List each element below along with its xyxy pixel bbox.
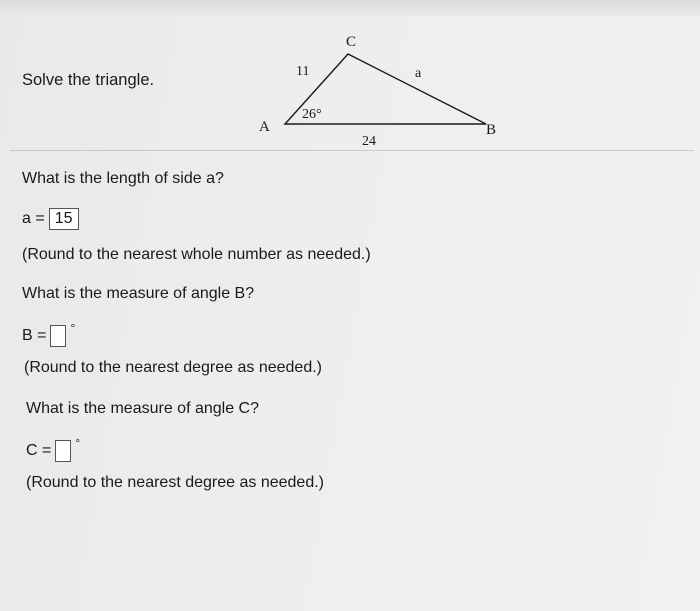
answer-input-c[interactable] bbox=[55, 440, 71, 462]
angle-a-label: 26° bbox=[302, 107, 322, 122]
vertex-a-label: A bbox=[259, 119, 270, 135]
question-angle-b: What is the measure of angle B? bbox=[22, 285, 255, 302]
side-ab-label: 24 bbox=[362, 134, 376, 149]
vertex-c-label: C bbox=[346, 34, 357, 50]
side-a-label: a bbox=[415, 66, 422, 81]
degree-symbol-b: ° bbox=[70, 321, 76, 335]
side-ac-label: 11 bbox=[296, 64, 310, 79]
vertex-b-label: B bbox=[486, 122, 497, 138]
hint-c: (Round to the nearest degree as needed.) bbox=[26, 474, 324, 491]
answer-input-a[interactable]: 15 bbox=[49, 208, 79, 230]
divider bbox=[10, 150, 694, 151]
answer-row-c bbox=[26, 436, 81, 462]
top-edge bbox=[0, 0, 700, 16]
answer-label-a: a = bbox=[22, 210, 45, 227]
answer-label-b: B = bbox=[22, 327, 47, 344]
problem-title: Solve the triangle. bbox=[22, 71, 155, 89]
triangle-figure bbox=[250, 28, 510, 158]
hint-b: (Round to the nearest degree as needed.) bbox=[24, 359, 322, 376]
question-side-a: What is the length of side a? bbox=[22, 170, 224, 187]
question-angle-c: What is the measure of angle C? bbox=[26, 400, 260, 417]
answer-row-a bbox=[22, 208, 79, 230]
answer-input-b[interactable] bbox=[50, 325, 66, 347]
degree-symbol-c: ° bbox=[75, 436, 81, 450]
answer-row-b bbox=[22, 321, 76, 347]
answer-label-c: C = bbox=[26, 442, 52, 459]
hint-a: (Round to the nearest whole number as needed.) bbox=[22, 246, 371, 263]
